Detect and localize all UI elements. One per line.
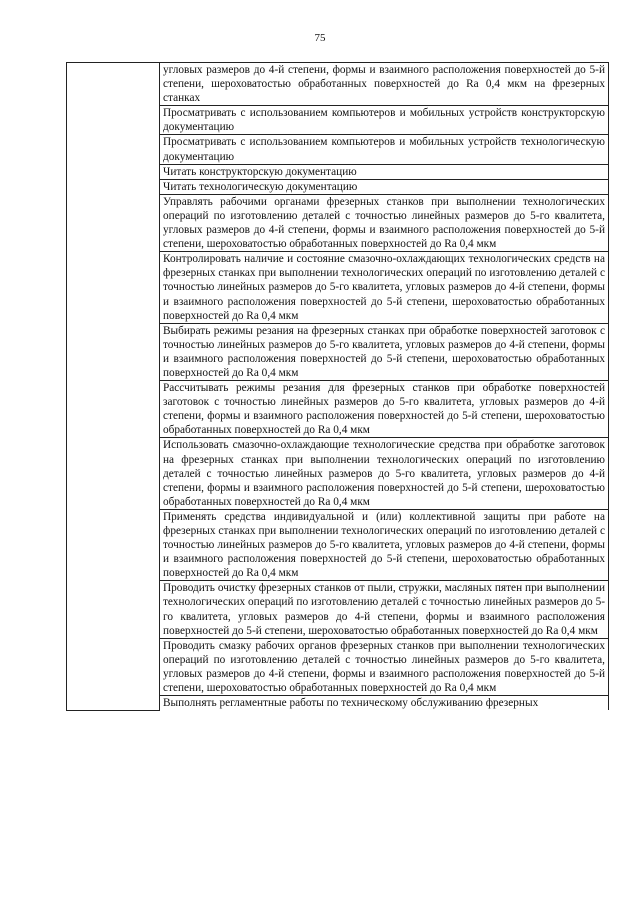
table-cell — [160, 106, 609, 135]
cell-text: Управлять рабочими органами фрезерных станков при выполнении технологических операций по изготовлению деталей с точностью линейных размеров до 5-го квалитета, угловых размеров до 4-й степени, формы и взаимного расположения поверхностей до 5-й степени, шероховатостью обработанных поверхностей до Ra 0,4 мкм — [163, 195, 605, 251]
table-row — [67, 63, 609, 106]
table-cell — [160, 581, 609, 638]
table-cell — [160, 638, 609, 695]
cell-text: Читать конструкторскую документацию — [163, 165, 357, 178]
skills-table — [66, 62, 609, 711]
table-cell — [160, 194, 609, 251]
table-cell — [160, 135, 609, 164]
cell-text: Использовать смазочно-охлаждающие технологические средства при обработке заготовок на фрезерных станках при выполнении технологических операций по изготовлению деталей с точностью линейных размеров до 5-го квалитета, угловых размеров до 4-й степени, формы и взаимного расположения поверхностей до 5-й степени, шероховатостью обработанных поверхностей до Ra 0,4 мкм — [163, 439, 605, 508]
cell-text: Просматривать с использованием компьютеров и мобильных устройств технологическую документацию — [163, 136, 605, 163]
left-empty-cell — [67, 63, 160, 711]
cell-text: Читать технологическую документацию — [163, 180, 358, 193]
cell-text: Выбирать режимы резания на фрезерных станках при обработке поверхностей заготовок с точностью линейных размеров до 5-го квалитета, угловых размеров до 4-й степени, формы и взаимного расположения поверхностей до 5-й степени, шероховатостью обработанных поверхностей до Ra 0,4 мкм — [163, 324, 605, 379]
cell-text: Контролировать наличие и состояние смазочно-охлаждающих технологических средств на фрезерных станках при выполнении технологических операций по изготовлению деталей с точностью линейных размеров до 5-го квалитета, угловых размеров до 4-й степени, формы и взаимного расположения поверхностей до 5-й степени, шероховатостью обработанных поверхностей до Ra 0,4 мкм — [163, 253, 605, 322]
skills-table-body — [67, 63, 609, 711]
cell-text: Применять средства индивидуальной и (или) коллективной защиты при работе на фрезерных станках при выполнении технологических операций по изготовлению деталей с точностью линейных размеров до 5-го квалитета, угловых размеров до 4-й степени, формы и взаимного расположения поверхностей до 5-й степени, шероховатостью обработанных поверхностей до Ra 0,4 мкм — [163, 510, 605, 580]
table-cell — [160, 696, 609, 711]
cell-text: Рассчитывать режимы резания для фрезерных станков при обработке поверхностей заготовок с точностью линейных размеров до 5-го квалитета, угловых размеров до 4-й степени, формы и взаимного расположения поверхностей до 5-й степени, шероховатостью обработанных поверхностей до Ra 0,4 мкм — [163, 382, 605, 437]
table-cell — [160, 252, 609, 323]
page-number: 75 — [314, 32, 326, 44]
cell-text: Просматривать с использованием компьютеров и мобильных устройств конструкторскую документацию — [163, 107, 605, 134]
table-cell — [160, 63, 609, 106]
cell-text: угловых размеров до 4-й степени, формы и взаимного расположения поверхностей до 5-й степени, шероховатостью обработанных поверхностей до Ra 0,4 мкм на фрезерных станках — [163, 64, 605, 105]
cell-text: Проводить смазку рабочих органов фрезерных станков при выполнении технологических операций по изготовлению деталей с точностью линейных размеров до 5-го квалитета, угловых размеров до 4-й степени, формы и взаимного расположения поверхностей до 5-й степени, шероховатостью обработанных поверхностей до Ra 0,4 мкм — [163, 639, 605, 695]
cell-text: Выполнять регламентные работы по техническому обслуживанию фрезерных — [163, 697, 539, 710]
cell-text: Проводить очистку фрезерных станков от пыли, стружки, масляных пятен при выполнении технологических операций по изготовлению деталей с точностью линейных размеров до 5-го квалитета, угловых размеров до 4-й степени, формы и взаимного расположения поверхностей до 5-й степени, шероховатостью обработанных поверхностей до Ra 0,4 мкм — [163, 582, 605, 637]
table-cell — [160, 323, 609, 380]
table-cell — [160, 179, 609, 194]
table-cell — [160, 381, 609, 438]
table-cell — [160, 164, 609, 179]
table-cell — [160, 438, 609, 509]
table-cell — [160, 509, 609, 580]
